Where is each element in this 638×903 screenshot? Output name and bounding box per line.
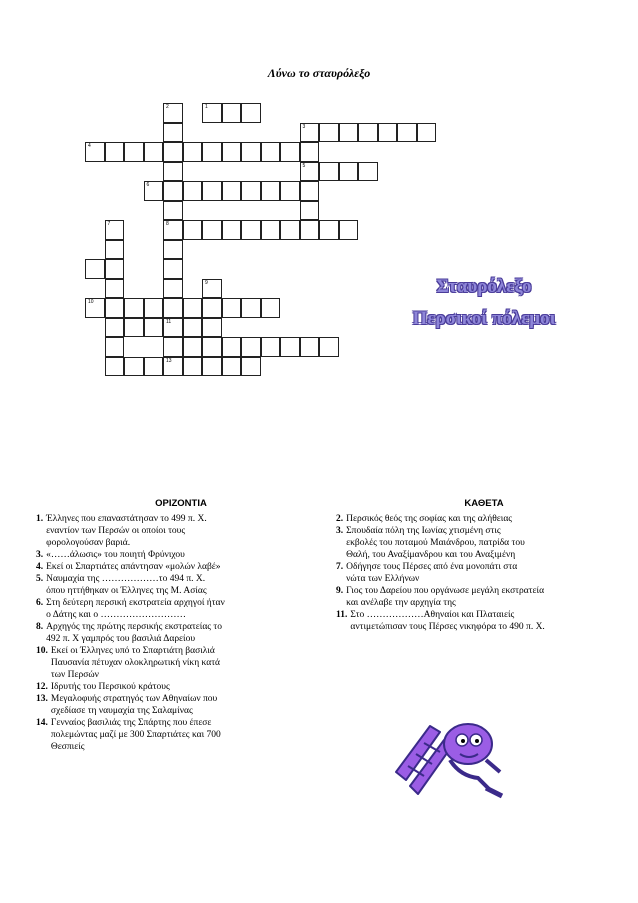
clue-number: 3. bbox=[36, 550, 44, 560]
grid-cell[interactable] bbox=[339, 162, 359, 182]
grid-cell[interactable] bbox=[163, 298, 183, 318]
grid-cell[interactable] bbox=[124, 142, 144, 162]
down-list bbox=[336, 513, 632, 633]
grid-cell[interactable] bbox=[222, 337, 242, 357]
clue-item bbox=[36, 621, 326, 645]
clue-item bbox=[36, 693, 326, 717]
side-title-line2: Περσικοί πόλεμοι bbox=[412, 308, 556, 329]
clue-item bbox=[336, 525, 632, 561]
grid-cell[interactable] bbox=[300, 162, 320, 182]
grid-cell[interactable] bbox=[183, 298, 203, 318]
grid-cell[interactable] bbox=[163, 240, 183, 260]
grid-cell[interactable] bbox=[183, 337, 203, 357]
grid-cell[interactable] bbox=[202, 142, 222, 162]
grid-cell[interactable] bbox=[105, 240, 125, 260]
grid-cell[interactable] bbox=[124, 318, 144, 338]
grid-cell[interactable] bbox=[319, 162, 339, 182]
grid-cell[interactable] bbox=[241, 220, 261, 240]
grid-cell[interactable] bbox=[300, 181, 320, 201]
clue-number: 10. bbox=[36, 646, 48, 656]
grid-cell[interactable] bbox=[163, 123, 183, 143]
clue-number: 6. bbox=[36, 598, 44, 608]
grid-cell[interactable] bbox=[261, 142, 281, 162]
clue-item bbox=[36, 561, 326, 573]
grid-cell[interactable] bbox=[163, 162, 183, 182]
grid-cell[interactable] bbox=[163, 318, 183, 338]
grid-cell[interactable] bbox=[417, 123, 437, 143]
grid-cell[interactable] bbox=[280, 337, 300, 357]
clue-item bbox=[336, 561, 632, 585]
clue-text: Αρχηγός της πρώτης περσικής εκστρατείας το 492 π. Χ γαμπρός του βασιλιά Δαρείου bbox=[46, 622, 222, 644]
clue-item bbox=[336, 585, 632, 609]
grid-cell[interactable] bbox=[163, 279, 183, 299]
grid-cell[interactable] bbox=[202, 220, 222, 240]
clue-text: Γενναίος βασιλιάς της Σπάρτης που έπεσε πολεμώντας μαζί με 300 Σπαρτιάτες και 700 Θεσπιείς bbox=[50, 718, 221, 752]
grid-cell[interactable] bbox=[358, 162, 378, 182]
clue-item bbox=[336, 513, 632, 525]
cell-number: 7 bbox=[107, 221, 111, 227]
cell-number: 10 bbox=[88, 299, 94, 305]
clue-item bbox=[36, 645, 326, 681]
grid-cell[interactable] bbox=[163, 259, 183, 279]
grid-cell[interactable] bbox=[378, 123, 398, 143]
clue-text: Στο ………………Αθηναίοι και Πλαταιείς αντιμετώπισαν τους Πέρσες νικηφόρα το 490 π. Χ. bbox=[350, 610, 545, 632]
grid-cell[interactable] bbox=[222, 220, 242, 240]
clue-text: Οδήγησε τους Πέρσες από ένα μονοπάτι στα νώτα των Ελλήνων bbox=[346, 562, 518, 584]
clue-number: 13. bbox=[36, 694, 48, 704]
grid-cell[interactable] bbox=[202, 337, 222, 357]
clue-text: Στη δεύτερη περσική εκστρατεία αρχηγοί ήταν ο Δάτης και ο ……………………… bbox=[46, 598, 225, 620]
grid-cell[interactable] bbox=[300, 142, 320, 162]
grid-cell[interactable] bbox=[124, 357, 144, 377]
cell-number: 9 bbox=[205, 279, 208, 286]
across-clues bbox=[36, 498, 326, 753]
grid-cell[interactable] bbox=[105, 279, 125, 299]
clue-item bbox=[36, 573, 326, 597]
grid-cell[interactable] bbox=[202, 103, 222, 123]
grid-cell[interactable] bbox=[319, 220, 339, 240]
grid-cell[interactable] bbox=[183, 318, 203, 338]
clue-text: Ιδρυτής του Περσικού κράτους bbox=[50, 682, 170, 692]
clue-number: 9. bbox=[336, 586, 344, 596]
grid-cell[interactable] bbox=[241, 181, 261, 201]
grid-cell[interactable] bbox=[105, 220, 125, 240]
grid-cell[interactable] bbox=[163, 181, 183, 201]
clue-number: 7. bbox=[336, 562, 344, 572]
grid-cell[interactable] bbox=[163, 201, 183, 221]
grid-cell[interactable] bbox=[241, 103, 261, 123]
grid-cell[interactable] bbox=[261, 337, 281, 357]
grid-cell[interactable] bbox=[222, 357, 242, 377]
clue-number: 4. bbox=[36, 562, 44, 572]
clue-item bbox=[36, 513, 326, 549]
grid-cell[interactable] bbox=[300, 337, 320, 357]
clue-number: 11. bbox=[336, 610, 348, 620]
grid-cell[interactable] bbox=[183, 181, 203, 201]
grid-cell[interactable] bbox=[300, 201, 320, 221]
grid-cell[interactable] bbox=[358, 123, 378, 143]
grid-cell[interactable] bbox=[85, 142, 105, 162]
grid-cell[interactable] bbox=[124, 298, 144, 318]
clue-number: 8. bbox=[36, 622, 44, 632]
grid-cell[interactable] bbox=[163, 103, 183, 123]
grid-cell[interactable] bbox=[241, 298, 261, 318]
grid-cell[interactable] bbox=[163, 142, 183, 162]
across-list bbox=[36, 513, 326, 753]
clue-text: Σπουδαία πόλη της Ιωνίας χτισμένη στις εκβολές του ποταμού Μαιάνδρου, πατρίδα του Θαλή, του Αναξίμανδρου και του Αναξιμένη bbox=[346, 526, 525, 560]
grid-cell[interactable] bbox=[105, 337, 125, 357]
clue-item bbox=[36, 717, 326, 753]
clue-item bbox=[36, 597, 326, 621]
clue-text: Έλληνες που επαναστάτησαν το 499 π. Χ. εναντίον των Περσών οι οποίοι τους φορολογούσαν βαριά. bbox=[46, 514, 207, 548]
grid-cell[interactable] bbox=[144, 142, 164, 162]
cell-number: 1 bbox=[205, 104, 208, 110]
grid-cell[interactable] bbox=[280, 181, 300, 201]
grid-cell[interactable] bbox=[105, 318, 125, 338]
cell-number: 3 bbox=[302, 123, 306, 130]
grid-cell[interactable] bbox=[144, 318, 164, 338]
grid-cell[interactable] bbox=[183, 142, 203, 162]
grid-cell[interactable] bbox=[241, 142, 261, 162]
grid-cell[interactable] bbox=[280, 220, 300, 240]
grid-cell[interactable] bbox=[85, 259, 105, 279]
grid-cell[interactable] bbox=[202, 357, 222, 377]
grid-cell[interactable] bbox=[202, 298, 222, 318]
cell-number: 13 bbox=[166, 357, 172, 364]
grid-cell[interactable] bbox=[163, 357, 183, 377]
clue-text: Εκεί οι Σπαρτιάτες απάντησαν «μολών λαβέ» bbox=[46, 562, 221, 572]
crossword-mascot-icon bbox=[390, 706, 510, 804]
clue-item bbox=[36, 681, 326, 693]
grid-cell[interactable] bbox=[202, 181, 222, 201]
clue-number: 5. bbox=[36, 574, 44, 584]
cell-number: 6 bbox=[146, 182, 150, 188]
grid-cell[interactable] bbox=[163, 220, 183, 240]
clue-text: Περσικός θεός της σοφίας και της αλήθειας bbox=[346, 514, 513, 524]
grid-cell[interactable] bbox=[222, 181, 242, 201]
grid-cell[interactable] bbox=[300, 220, 320, 240]
across-heading: ΟΡΙΖΟΝΤΙΑ bbox=[155, 498, 207, 509]
clue-text: Μεγαλοφυής στρατηγός των Αθηναίων που σχεδίασε τη ναυμαχία της Σαλαμίνας bbox=[50, 694, 218, 716]
cell-number: 5 bbox=[302, 162, 306, 169]
clue-item bbox=[36, 549, 326, 561]
cell-number: 11 bbox=[166, 318, 172, 325]
grid-cell[interactable] bbox=[222, 142, 242, 162]
grid-cell[interactable] bbox=[144, 357, 164, 377]
grid-cell[interactable] bbox=[202, 279, 222, 299]
grid-cell[interactable] bbox=[261, 220, 281, 240]
cell-number: 2 bbox=[166, 104, 169, 110]
grid-cell[interactable] bbox=[202, 318, 222, 338]
cell-number: 8 bbox=[166, 221, 169, 227]
down-heading: ΚΑΘΕΤΑ bbox=[464, 498, 504, 509]
grid-cell[interactable] bbox=[300, 123, 320, 143]
side-title-line1: Σταυρόλεξο bbox=[436, 276, 532, 297]
clue-number: 3. bbox=[336, 526, 344, 536]
grid-cell[interactable] bbox=[85, 298, 105, 318]
clue-number: 12. bbox=[36, 682, 48, 692]
grid-cell[interactable] bbox=[241, 337, 261, 357]
clue-text: Γιος του Δαρείου που οργάνωσε μεγάλη εκστρατεία και ανέλαβε την αρχηγία της bbox=[346, 586, 545, 608]
cell-number: 4 bbox=[88, 143, 91, 149]
grid-cell[interactable] bbox=[163, 337, 183, 357]
grid-cell[interactable] bbox=[105, 259, 125, 279]
grid-cell[interactable] bbox=[144, 181, 164, 201]
grid-cell[interactable] bbox=[319, 337, 339, 357]
down-clues bbox=[336, 498, 632, 633]
clue-number: 2. bbox=[336, 514, 344, 524]
grid-cell[interactable] bbox=[105, 357, 125, 377]
grid-cell[interactable] bbox=[397, 123, 417, 143]
grid-cell[interactable] bbox=[339, 220, 359, 240]
page-title: Λύνω το σταυρόλεξο bbox=[267, 66, 371, 80]
grid-cell[interactable] bbox=[183, 357, 203, 377]
grid-cell[interactable] bbox=[280, 142, 300, 162]
grid-cell[interactable] bbox=[183, 220, 203, 240]
grid-cell[interactable] bbox=[261, 181, 281, 201]
grid-cell[interactable] bbox=[241, 357, 261, 377]
clue-number: 1. bbox=[36, 514, 44, 524]
grid-cell[interactable] bbox=[261, 298, 281, 318]
clue-text: Εκεί οι Έλληνες υπό το Σπαρτιάτη βασιλιά Παυσανία πέτυχαν ολοκληρωτική νίκη κατά των Περσών bbox=[50, 646, 221, 680]
grid-cell[interactable] bbox=[222, 103, 242, 123]
grid-cell[interactable] bbox=[105, 298, 125, 318]
grid-cell[interactable] bbox=[319, 123, 339, 143]
clue-text: Ναυμαχία της ………………το 494 π. Χ. όπου ηττήθηκαν οι Έλληνες της Μ. Ασίας bbox=[46, 574, 207, 596]
grid-cell[interactable] bbox=[144, 298, 164, 318]
clue-number: 14. bbox=[36, 718, 48, 728]
grid-cell[interactable] bbox=[105, 142, 125, 162]
clue-text: «……άλωσις» του ποιητή Φρύνιχου bbox=[46, 550, 185, 560]
clue-item bbox=[336, 609, 632, 633]
grid-cell[interactable] bbox=[339, 123, 359, 143]
grid-cell[interactable] bbox=[222, 298, 242, 318]
